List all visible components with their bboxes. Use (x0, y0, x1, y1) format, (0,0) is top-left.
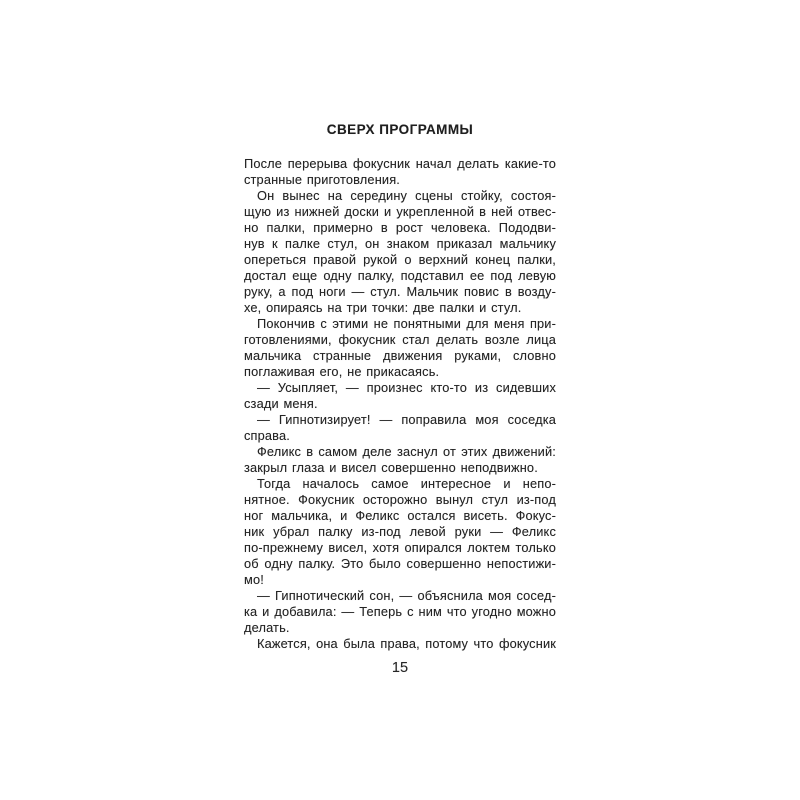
text-line: сзади меня. (244, 396, 318, 411)
text-line: — Гипнотизирует! — поправила моя соседка (257, 412, 556, 427)
text-line: щую из нижней доски и укрепленной в ней отвес- (244, 204, 556, 219)
text-line: нятное. Фокусник осторожно вынул стул из-под (244, 492, 556, 507)
chapter-title: СВЕРХ ПРОГРАММЫ (326, 122, 474, 137)
text-line: — Гипнотический сон, — объяснила моя сосед- (257, 588, 556, 603)
text-line: Он вынес на середину сцены стойку, состоя- (257, 188, 556, 203)
text-line: справа. (244, 428, 290, 443)
text-line: поглаживая его, не прикасаясь. (244, 364, 440, 379)
text-line: Кажется, она была права, потому что фокусник (257, 636, 556, 651)
text-line: закрыл глаза и висел совершенно неподвижно. (244, 460, 538, 475)
text-line: — Усыпляет, — произнес кто-то из сидевших (257, 380, 556, 395)
text-line: достал еще одну палку, подставил ее под левую (244, 268, 556, 283)
text-line: готовлениями, фокусник стал делать возле лица (244, 332, 556, 347)
text-line: ног мальчика, и Феликс остался висеть. Фокус- (244, 508, 556, 523)
text-line: мальчика странные движения руками, словно (244, 348, 556, 363)
text-line: После перерыва фокусник начал делать какие-то (244, 156, 556, 171)
page-number: 15 (391, 660, 409, 676)
text-line: странные приготовления. (244, 172, 400, 187)
text-line: опереться правой рукой о верхний конец палки, (244, 252, 556, 267)
text-line: хе, опираясь на три точки: две палки и стул. (244, 300, 522, 315)
text-line: но палки, примерно в рост человека. Пододви- (244, 220, 556, 235)
text-line: об одну палку. Это было совершенно непостижи- (244, 556, 556, 571)
text-line: делать. (244, 620, 290, 635)
text-line: ник убрал палку из-под левой руки — Феликс (244, 524, 556, 539)
text-line: руку, а под ноги — стул. Мальчик повис в возду- (244, 284, 556, 299)
text-line: Феликс в самом деле заснул от этих движений: (257, 444, 556, 459)
text-line: мо! (244, 572, 264, 587)
text-line: Покончив с этими не понятными для меня при- (257, 316, 556, 331)
text-line: ка и добавила: — Теперь с ним что угодно можно (244, 604, 556, 619)
text-column (244, 121, 556, 652)
page-text (244, 156, 556, 652)
text-line: нув к палке стул, он знаком приказал мальчику (244, 236, 556, 251)
text-line: Тогда началось самое интересное и непо- (257, 476, 556, 491)
text-line: по-прежнему висел, хотя опирался локтем только (244, 540, 556, 555)
